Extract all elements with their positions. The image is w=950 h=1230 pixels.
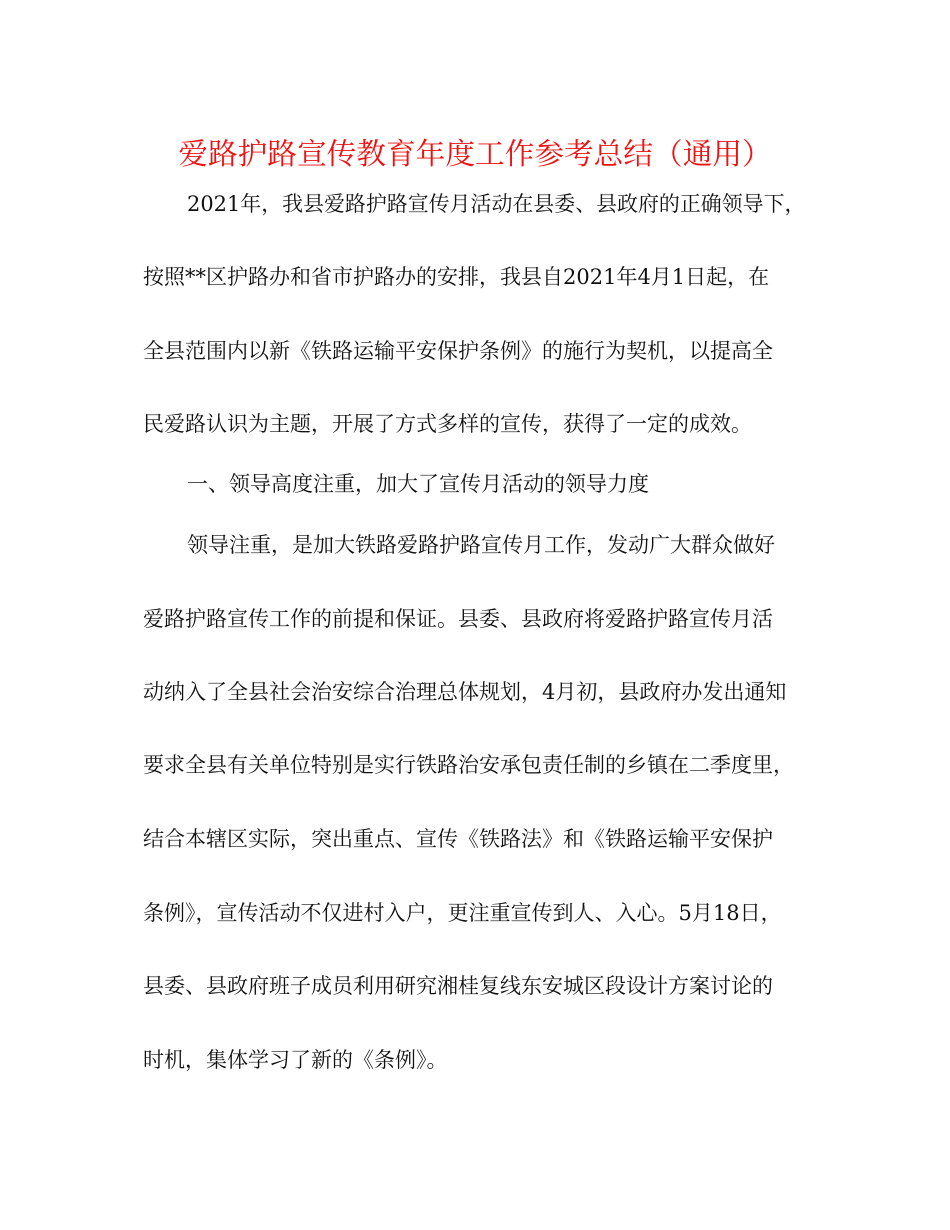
- text-line-content: 县委、县政府班子成员利用研究湘桂复线东安城区段设计方案讨论的: [143, 974, 773, 998]
- text-line-content: 爱路护路宣传工作的前提和保证。县委、县政府将爱路护路宣传月活: [143, 607, 773, 631]
- text-line-content: 领导注重，是加大铁路爱路护路宣传月工作，发动广大群众做好: [187, 533, 775, 557]
- text-line-content: 时机，集体学习了新的《条例》。: [143, 1048, 448, 1072]
- section-heading-text: 一、领导高度注重，加大了宣传月活动的领导力度: [187, 472, 649, 496]
- text-line-content: 全县范围内以新《铁路运输平安保护条例》的施行为契机，以提高全: [143, 339, 773, 363]
- text-line-content: 条例》，宣传活动不仅进村入户，更注重宣传到人、入心。5月18日，: [143, 901, 782, 925]
- text-line-content: 结合本辖区实际，突出重点、宣传《铁路法》和《铁路运输平安保护: [143, 827, 773, 851]
- text-line-content: 动纳入了全县社会治安综合治理总体规划，4月初，县政府办发出通知: [143, 680, 787, 704]
- text-line-content: 2021年，我县爱路护路宣传月活动在县委、县政府的正确领导下，: [187, 192, 806, 216]
- text-line-content: 按照**区护路办和省市护路办的安排，我县自2021年4月1日起，在: [143, 265, 770, 289]
- text-line-content: 要求全县有关单位特别是实行铁路治安承包责任制的乡镇在二季度里，: [143, 753, 794, 777]
- document-title: 爱路护路宣传教育年度工作参考总结（通用）: [178, 136, 772, 171]
- text-line-content: 民爱路认识为主题，开展了方式多样的宣传，获得了一定的成效。: [143, 412, 752, 436]
